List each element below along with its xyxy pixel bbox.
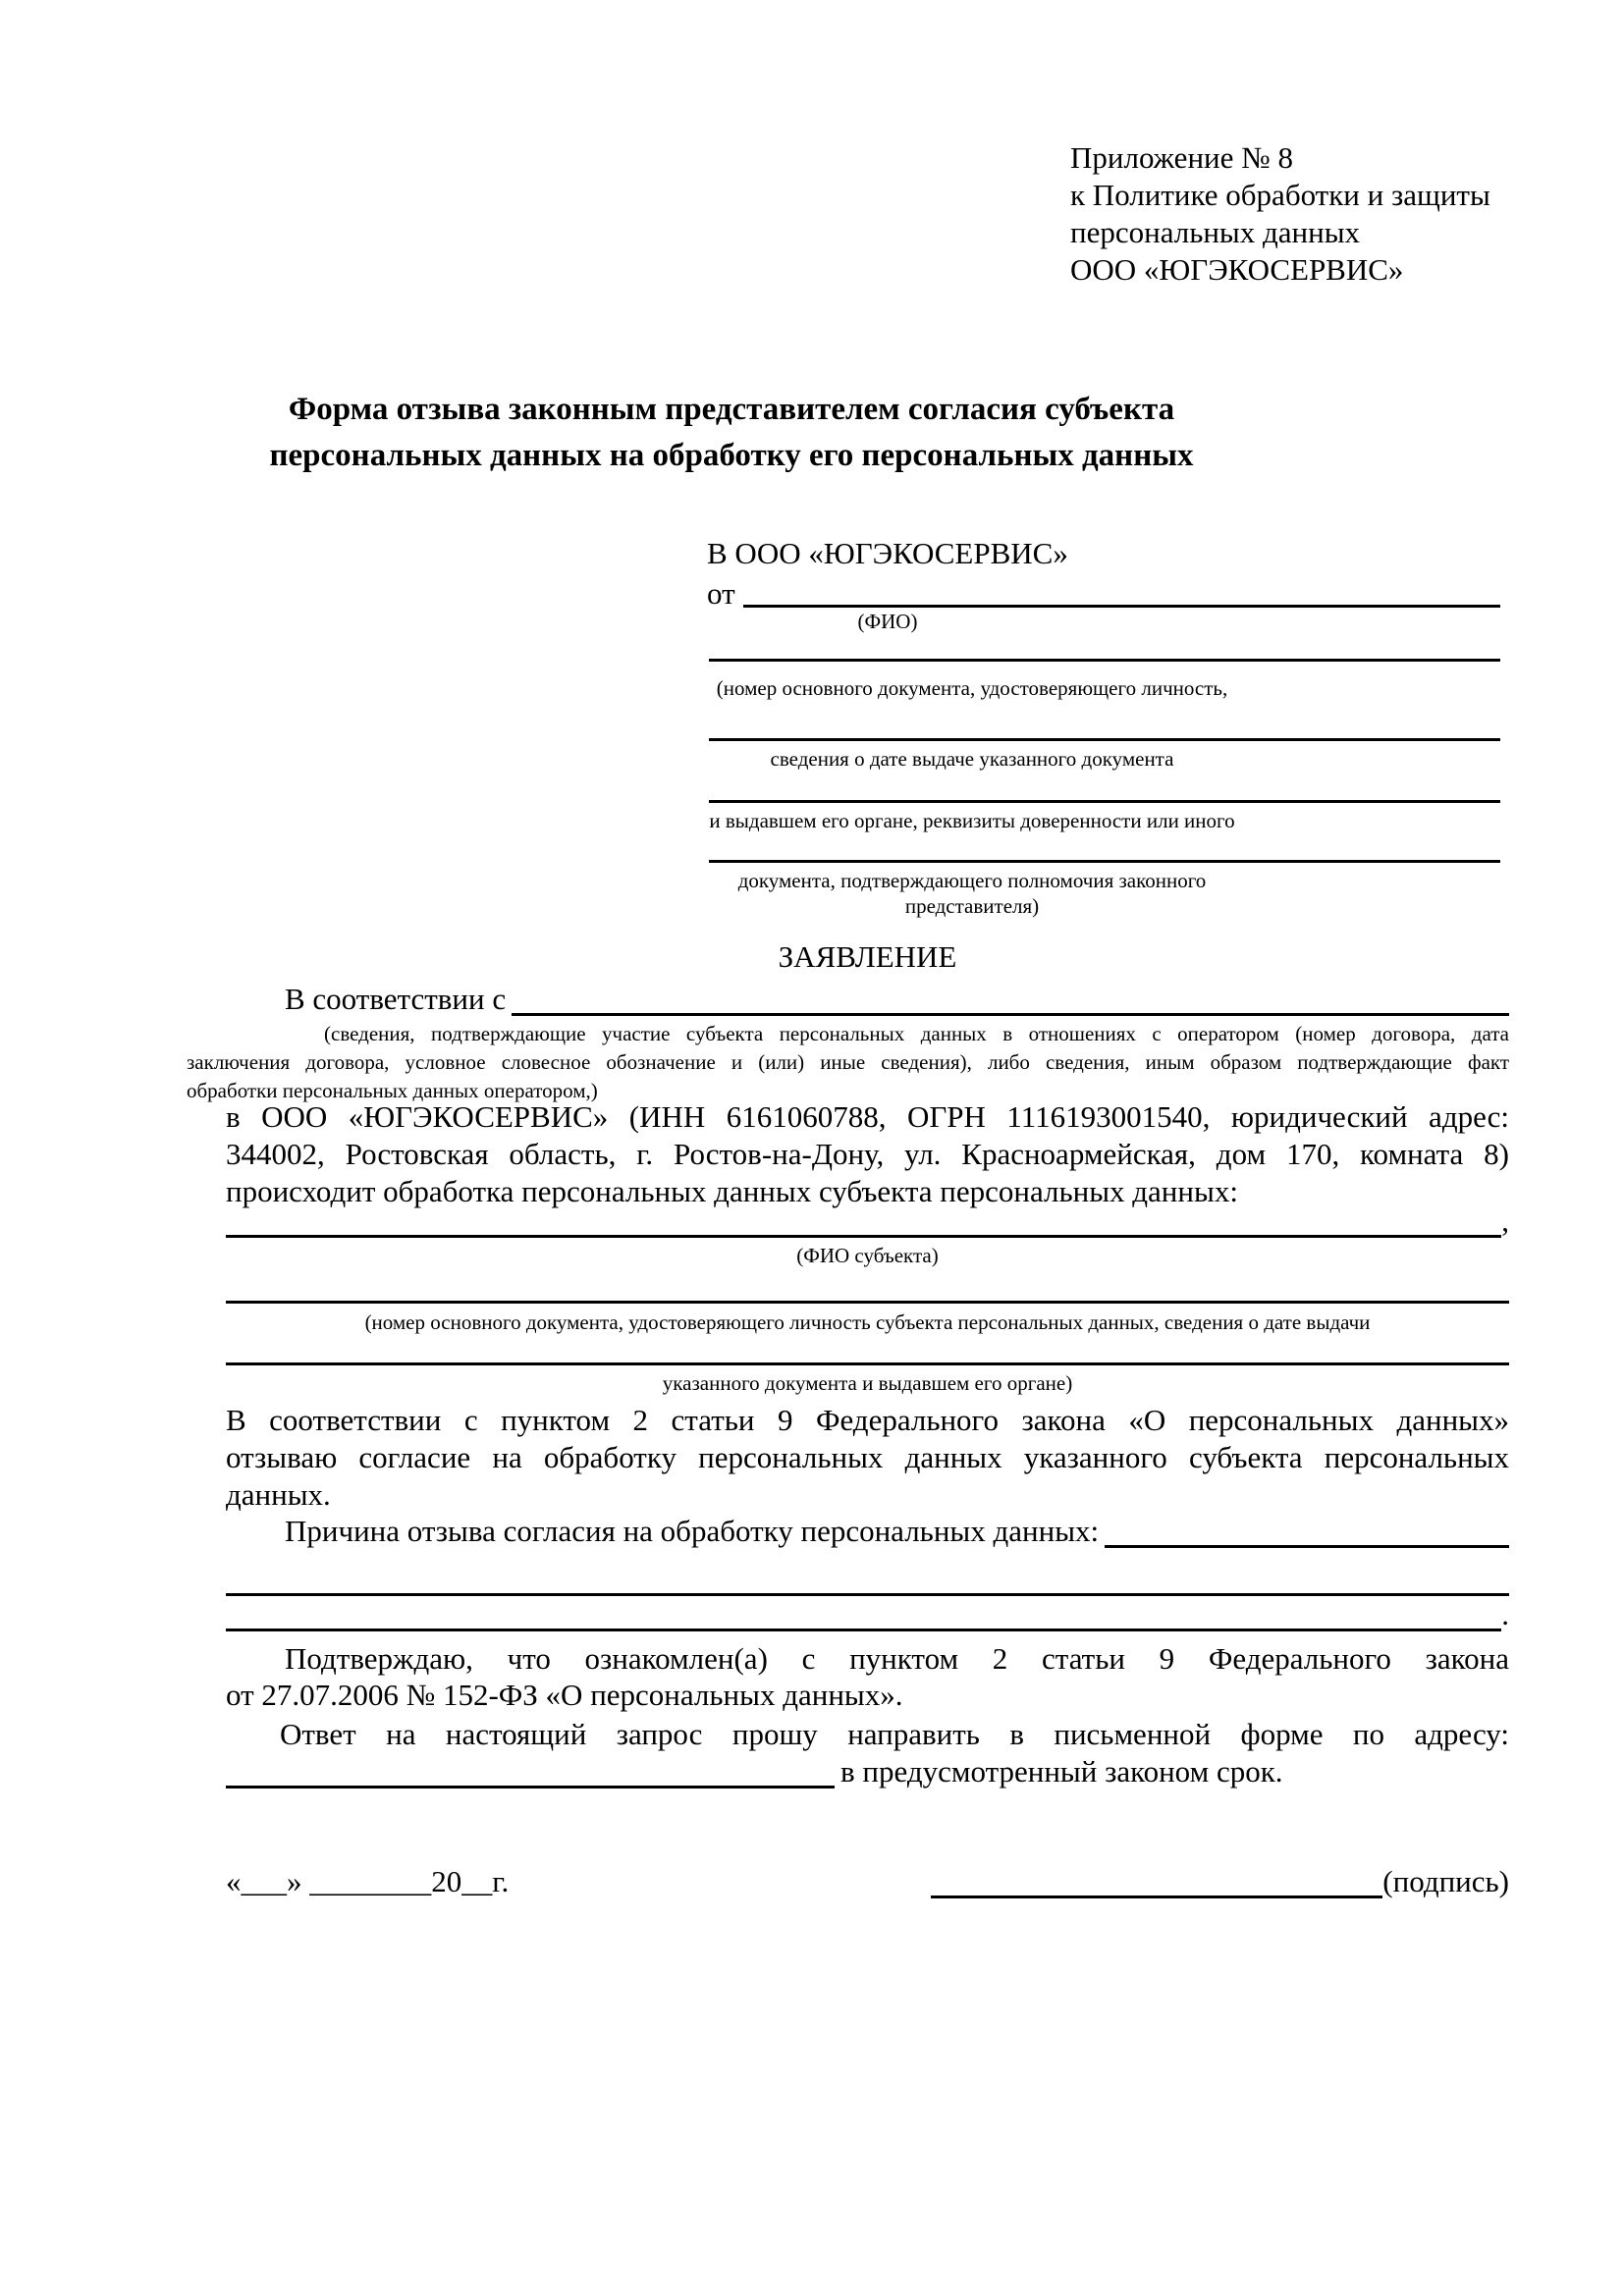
caption-representative-authority: документа, подтверждающего полномочия законного представителя): [737, 869, 1207, 918]
confirmation-paragraph: [226, 1640, 1509, 1713]
fio-blank-line: [743, 575, 1500, 608]
withdrawal-paragraph: [226, 1402, 1509, 1514]
reason-prefix: Причина отзыва согласия на обработку персональных данных:: [285, 1514, 1100, 1548]
reply-request-line: Ответ на настоящий запрос прошу направить в письменной форме по адресу:: [280, 1717, 1509, 1751]
trailing-comma: ,: [1501, 1203, 1509, 1238]
intro-prefix: В соответствии с: [285, 982, 507, 1016]
appendix-line: ООО «ЮГЭКОСЕРВИС»: [1070, 252, 1404, 287]
appendix-line: Приложение № 8: [1070, 140, 1293, 175]
caption-subject-fio: (ФИО субъекта): [796, 1244, 939, 1267]
subject-fio-blank-line: [226, 1202, 1501, 1238]
reply-suffix: в предусмотренный законом срок.: [840, 1754, 1283, 1789]
operator-paragraph-line: в ООО «ЮГЭКОСЕРВИС» (ИНН 6161060788, ОГРН 1116193001540, юридический адрес:: [226, 1099, 1509, 1134]
intro-row: [226, 981, 1509, 1018]
reason-blank-line: [1105, 1513, 1509, 1548]
signing-row: [226, 1863, 1509, 1900]
reply-request-row: [226, 1716, 1509, 1753]
subject-blank-row: [226, 1202, 1509, 1240]
operator-paragraph-line: 344002, Ростовская область, г. Ростов-на-Дону, ул. Красноармейская, дом 170, комната 8): [226, 1137, 1509, 1171]
operator-paragraph-line: происходит обработка персональных данных субъекта персональных данных:: [226, 1174, 1238, 1208]
caption-issuing-authority: и выдавшем его органе, реквизиты доверенности или иного: [709, 809, 1235, 832]
title-line: Форма отзыва законным представителем согласия субъекта: [288, 392, 1175, 427]
document-title: [226, 387, 1237, 479]
operator-paragraph: [226, 1098, 1509, 1210]
blank-row-with-period: [226, 1596, 1509, 1633]
signature-group: [931, 1863, 1509, 1900]
blank-line: [709, 738, 1500, 741]
withdrawal-line: данных.: [226, 1477, 331, 1512]
blank-line: [226, 1301, 1509, 1304]
blank-line: [709, 800, 1500, 803]
blank-line: [709, 659, 1500, 662]
intro-blank-line: [512, 981, 1509, 1016]
appendix-block: [1070, 139, 1490, 289]
addressee-organization: В ООО «ЮГЭКОСЕРВИС»: [707, 536, 1068, 570]
note-line: заключения договора, условное словесное обозначение и (или) иные сведения), либо сведения, иным образом подтверждающие факт: [187, 1050, 1509, 1074]
appendix-line: персональных данных: [1070, 215, 1361, 249]
note-line: (сведения, подтверждающие участие субъекта персональных данных в отношениях с оператором (номер договора, дата: [324, 1022, 1509, 1045]
explanatory-note: [187, 1020, 1509, 1105]
reply-address-row: [226, 1753, 1509, 1790]
blank-line: [226, 1596, 1501, 1631]
trailing-period: .: [1501, 1597, 1509, 1631]
title-line: персональных данных на обработку его персональных данных: [269, 438, 1194, 473]
confirmation-line: от 27.07.2006 № 152-ФЗ «О персональных данных».: [226, 1678, 903, 1712]
reply-address-blank-line: [226, 1753, 835, 1789]
note-line: обработки персональных данных оператором,): [187, 1079, 598, 1102]
blank-line: [709, 860, 1500, 863]
from-label: от: [707, 576, 735, 611]
caption-identity-document: (номер основного документа, удостоверяющего личность,: [716, 676, 1228, 700]
withdrawal-line: В соответствии с пунктом 2 статьи 9 Федерального закона «О персональных данных»: [226, 1403, 1509, 1437]
caption-subject-document: (номер основного документа, удостоверяющего личность субъекта персональных данных, сведения о дате выдачи: [364, 1310, 1371, 1334]
date-blank-line: «___» ________20__г.: [226, 1864, 510, 1898]
confirmation-line: Подтверждаю, что ознакомлен(а) с пунктом 2 статьи 9 Федерального закона: [285, 1641, 1509, 1676]
signature-caption: (подпись): [1382, 1864, 1509, 1898]
reason-row: [226, 1513, 1509, 1550]
addressee-from-row: [707, 575, 1500, 613]
blank-line: [226, 1362, 1509, 1365]
statement-heading: ЗАЯВЛЕНИЕ: [778, 939, 957, 974]
appendix-line: к Политике обработки и защиты: [1070, 178, 1490, 212]
signature-blank-line: [931, 1863, 1382, 1898]
caption-fio: (ФИО): [857, 610, 918, 633]
caption-issue-date: сведения о дате выдаче указанного документа: [770, 747, 1174, 771]
withdrawal-line: отзываю согласие на обработку персональных данных указанного субъекта персональных: [226, 1440, 1509, 1474]
caption-subject-document-issuer: указанного документа и выдавшем его органе): [662, 1371, 1073, 1395]
